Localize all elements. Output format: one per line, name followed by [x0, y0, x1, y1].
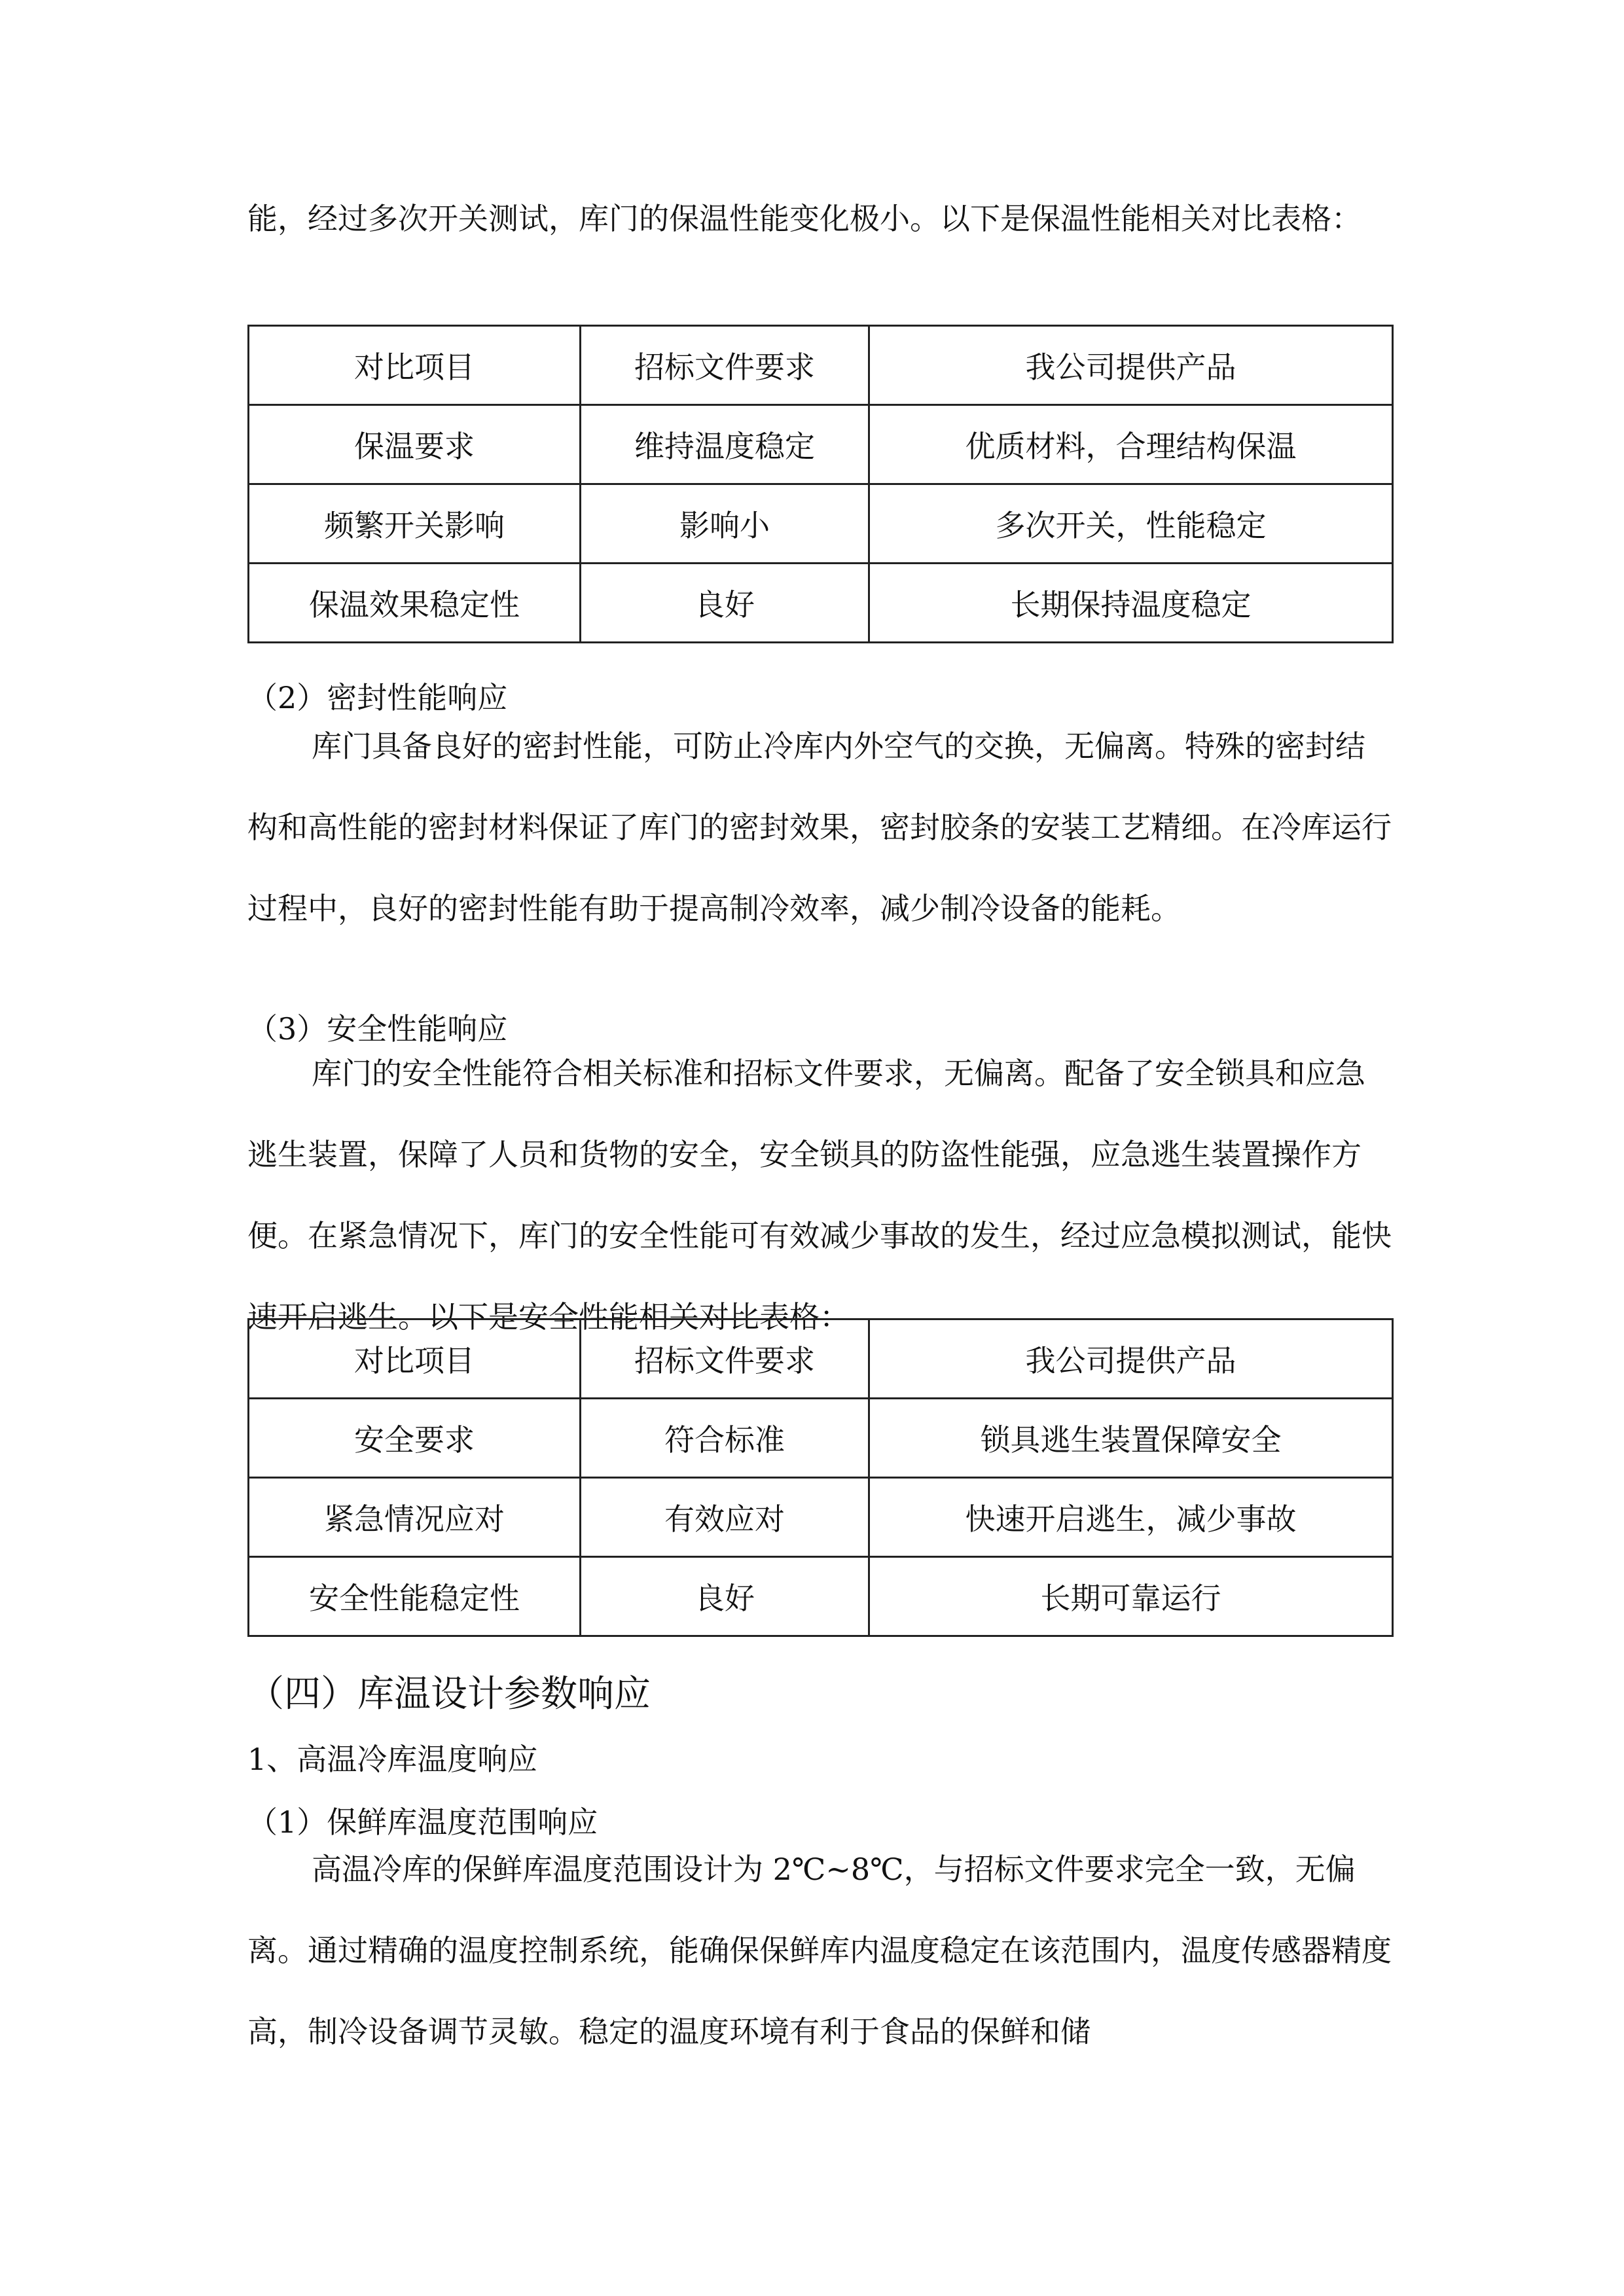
- table-cell: 优质材料，合理结构保温: [869, 405, 1393, 484]
- table-header-row: [249, 326, 1393, 405]
- table-row: [249, 484, 1393, 564]
- section-2-title: （2）密封性能响应: [247, 680, 508, 715]
- table-cell: 长期可靠运行: [869, 1557, 1393, 1636]
- table-cell: 多次开关，性能稳定: [869, 484, 1393, 564]
- table-row: [249, 1478, 1393, 1557]
- section-3-body: 库门的安全性能符合相关标准和招标文件要求，无偏离。配备了安全锁具和应急逃生装置，保障了人员和货物的安全，安全锁具的防盗性能强，应急逃生装置操作方便。在紧急情况下，库门的安全性能可有效减少事故的发生，经过应急模拟测试，能快速开启逃生。以下是安全性能相关对比表格：: [247, 1056, 1392, 1335]
- table-cell: 良好: [581, 1557, 869, 1636]
- table-cell: 保温要求: [249, 405, 581, 484]
- table-row: [249, 405, 1393, 484]
- table-row: [249, 1399, 1393, 1478]
- section-3-title: （3）安全性能响应: [247, 1011, 508, 1047]
- section-2-body: 库门具备良好的密封性能，可防止冷库内外空气的交换，无偏离。特殊的密封结构和高性能的密封材料保证了库门的密封效果，密封胶条的安装工艺精细。在冷库运行过程中，良好的密封性能有助于提高制冷效率，减少制冷设备的能耗。: [247, 728, 1392, 926]
- table-header-cell: 对比项目: [249, 326, 581, 405]
- final-paragraph: 高温冷库的保鲜库温度范围设计为 2℃~8℃，与招标文件要求完全一致，无偏离。通过精确的温度控制系统，能确保保鲜库内温度稳定在该范围内，温度传感器精度高，制冷设备调节灵敏。稳定的温度环境有利于食品的保鲜和储: [247, 1852, 1392, 2049]
- table-cell: 良好: [581, 564, 869, 643]
- table-row: [249, 564, 1393, 643]
- table-header-cell: 招标文件要求: [581, 1319, 869, 1399]
- section-4-heading: （四）库温设计参数响应: [247, 1673, 651, 1715]
- table-cell: 维持温度稳定: [581, 405, 869, 484]
- table-cell: 安全要求: [249, 1399, 581, 1478]
- table-row: [249, 1557, 1393, 1636]
- table-cell: 快速开启逃生，减少事故: [869, 1478, 1393, 1557]
- table-header-cell: 我公司提供产品: [869, 1319, 1393, 1399]
- subsection-title: （1）保鲜库温度范围响应: [247, 1804, 598, 1840]
- table-cell: 锁具逃生装置保障安全: [869, 1399, 1393, 1478]
- table-header-cell: 招标文件要求: [581, 326, 869, 405]
- table-cell: 频繁开关影响: [249, 484, 581, 564]
- table-header-row: [249, 1319, 1393, 1399]
- subsection-heading: 1、高温冷库温度响应: [247, 1742, 538, 1777]
- table-header-cell: 我公司提供产品: [869, 326, 1393, 405]
- intro-paragraph: 能，经过多次开关测试，库门的保温性能变化极小。以下是保温性能相关对比表格：: [247, 201, 1362, 236]
- table-header-cell: 对比项目: [249, 1319, 581, 1399]
- table-cell: 有效应对: [581, 1478, 869, 1557]
- insulation-comparison-table: [247, 325, 1394, 643]
- table-cell: 符合标准: [581, 1399, 869, 1478]
- safety-comparison-table: [247, 1318, 1394, 1637]
- table-cell: 影响小: [581, 484, 869, 564]
- table-cell: 保温效果稳定性: [249, 564, 581, 643]
- table-cell: 安全性能稳定性: [249, 1557, 581, 1636]
- table-cell: 紧急情况应对: [249, 1478, 581, 1557]
- table-cell: 长期保持温度稳定: [869, 564, 1393, 643]
